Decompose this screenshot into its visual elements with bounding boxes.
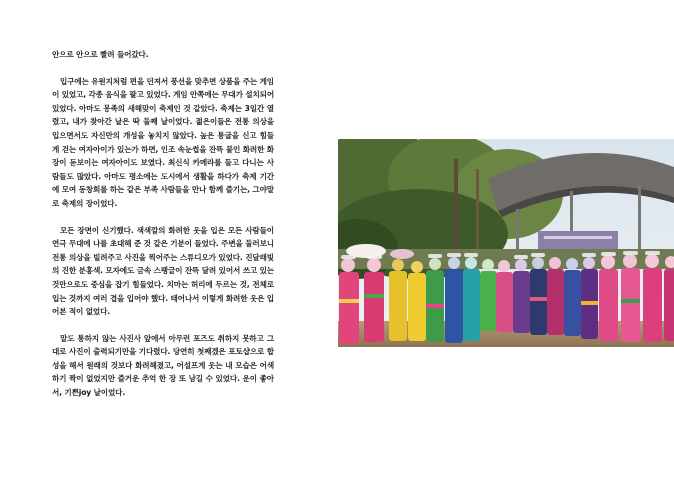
- body-text: [52, 48, 274, 413]
- paragraph: 안으로 안으로 빨려 들어갔다.: [52, 50, 149, 59]
- paragraph: 말도 통하지 않는 사진사 앞에서 아무런 포즈도 취하지 못하고 그대로 사진이 출력되기만을 기다렸다. 당연히 첫째겠은 포토샵으로 합성을 해서 원래의 것보다 화려해졌고, 어설프게 웃는 내 모습은 어색하기 짝이 없었지만 즐거운 추억 한 장 또 남길 수 있었다. 운이 좋아서, 기쁜joy 날이었다.: [52, 333, 274, 398]
- paragraph: 모든 장면이 신기했다. 색색깔의 화려한 옷을 입은 모든 사람들이 연극 무대에 나를 초대해 준 것 같은 기분이 들었다. 주변을 둘러보니 전통 의상을 빌려주고 사진을 찍어주는 스튜디오가 있었다. 진달래빛의 진한 분홍색. 모자에도 금속 스팽글이 잔뜩 달려 있어서 쓰고 있는 것만으로도 중심을 잡기 힘들었다. 치마는 허리에 두르는 것, 전체로 입는 것까지 여러 겹을 입어야 했다. 태어나서 이렇게 화려한 옷은 입어본 적이 없었다.: [52, 225, 274, 317]
- festival-photo: [338, 139, 674, 347]
- paragraph: 입구에는 유원지처럼 편을 던져서 풍선을 맞추면 상품을 주는 게임이 있었고, 각종 음식을 팔고 있었다. 게임 안쪽에는 무대가 설치되어 있었다. 아마도 몽족의 새해맞이 축제인 것 같았다. 축제는 3일간 열렸고, 내가 찾아간 날은 딱 둘째 날이었다. 젊은이들은 전통 의상을 입으면서도 자신만의 개성을 놓치지 않았다. 높은 통굽을 신고 힘들게 걷는 여자아이가 있는가 하면, 인조 속눈썹을 잔뜩 붙인 화려한 화장이 돋보이는 여자아이도 보였다. 최신식 카메라를 들고 다니는 사람들도 많았다. 아마도 평소에는 도시에서 생활을 하다가 축제 기간에 모여 동창회를 하는 같은 부족 사람들을 만나 함께 즐기는, 그야말로 축제의 장이었다.: [52, 76, 274, 208]
